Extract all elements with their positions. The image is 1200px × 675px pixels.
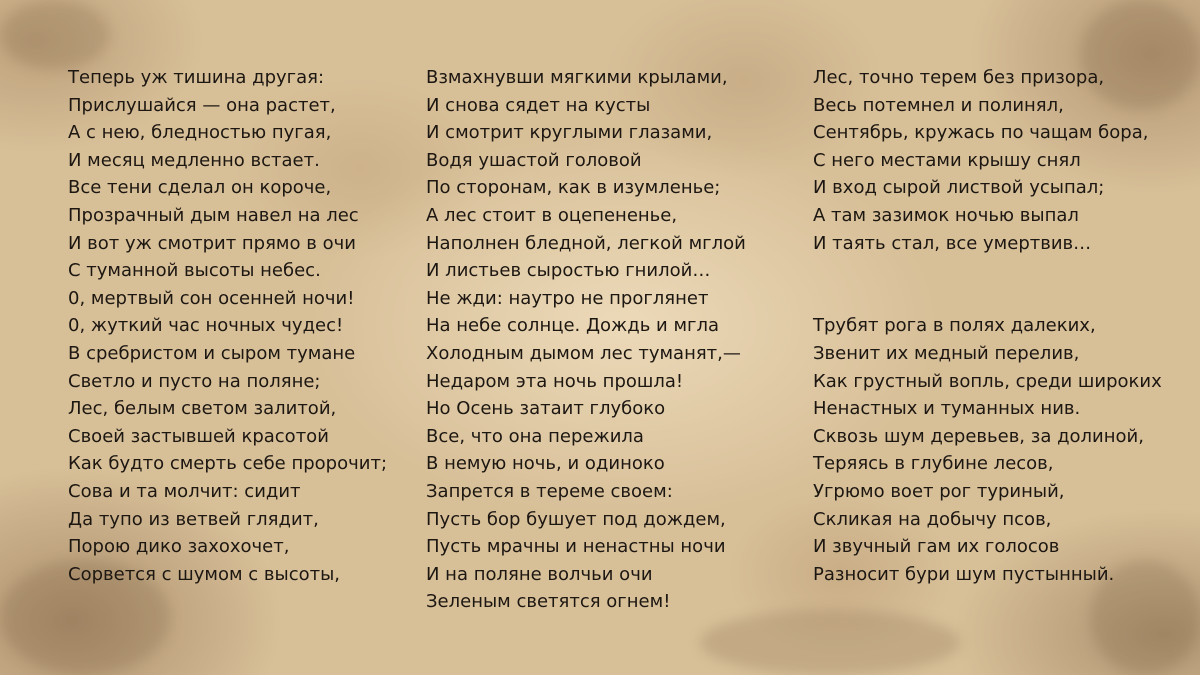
poem-line: Сова и та молчит: сидит (68, 480, 301, 502)
poem-stanza-2 (813, 312, 1162, 588)
poem-line: Все, что она пережила (426, 425, 644, 447)
poem-stanza-1 (813, 64, 1162, 257)
poem-line: По сторонам, как в изумленье; (426, 177, 721, 199)
poem-line: Разносит бури шум пустынный. (813, 563, 1115, 585)
stanza-gap (813, 257, 1162, 312)
poem-line: И таять стал, все умертвив… (813, 232, 1092, 254)
poem-line: Не жди: наутро не проглянет (426, 287, 709, 309)
poem-line: Да тупо из ветвей глядит, (68, 508, 319, 530)
poem-line: И снова сядет на кусты (426, 94, 651, 116)
poem-line: С него местами крышу снял (813, 149, 1081, 171)
poem-line: Запрется в тереме своем: (426, 480, 673, 502)
poem-line: И листьев сыростью гнилой… (426, 260, 711, 282)
poem-line: Пусть мрачны и ненастны ночи (426, 536, 726, 558)
poem-column-1 (68, 64, 387, 588)
poem-line: Сорвется с шумом с высоты, (68, 563, 341, 585)
poem-line: Трубят рога в полях далеких, (813, 315, 1096, 337)
poem-line: Но Осень затаит глубоко (426, 398, 666, 420)
poem-line: Наполнен бледной, легкой мглой (426, 232, 746, 254)
poem-line: Как грустный вопль, среди широких (813, 370, 1162, 392)
poem-line: Водя ушастой головой (426, 149, 642, 171)
poem-line: И вот уж смотрит прямо в очи (68, 232, 356, 254)
poem-line: Недаром эта ночь прошла! (426, 370, 684, 392)
poem-line: Все тени сделал он короче, (68, 177, 332, 199)
poem-line: А лес стоит в оцепененье, (426, 204, 678, 226)
poem-line: Скликая на добычу псов, (813, 508, 1052, 530)
poem-line: Зеленым светятся огнем! (426, 591, 671, 613)
poem-line: И вход сырой листвой усыпал; (813, 177, 1105, 199)
poem-line: Как будто смерть себе пророчит; (68, 453, 388, 475)
poem-line: В сребристом и сыром тумане (68, 342, 356, 364)
poem-line: И звучный гам их голосов (813, 536, 1060, 558)
poem-column-3 (813, 64, 1162, 588)
poem-line: Теперь уж тишина другая: (68, 67, 325, 88)
paper-stain (0, 0, 110, 70)
poem-line: Лес, белым светом залитой, (68, 398, 337, 420)
poem-line: А с нею, бледностью пугая, (68, 122, 332, 144)
poem-column-2 (426, 64, 746, 616)
poem-line: Сквозь шум деревьев, за долиной, (813, 425, 1144, 447)
poem-line: Звенит их медный перелив, (813, 342, 1080, 364)
poem-line: И смотрит круглыми глазами, (426, 122, 713, 144)
poem-line: В немую ночь, и одиноко (426, 453, 665, 475)
poem-line: Лес, точно терем без призора, (813, 67, 1105, 88)
poem-line: Сентябрь, кружась по чащам бора, (813, 122, 1149, 144)
poem-line: И на поляне волчьи очи (426, 563, 653, 585)
poem-line: С туманной высоты небес. (68, 260, 321, 282)
poem-line: Светло и пусто на поляне; (68, 370, 321, 392)
paper-stain (700, 610, 960, 675)
poem-line: Прозрачный дым навел на лес (68, 204, 359, 226)
poem-line: Порою дико захохочет, (68, 536, 290, 558)
poem-line: На небе солнце. Дождь и мгла (426, 315, 720, 337)
poem-line: И месяц медленно встает. (68, 149, 320, 171)
poem-line: Взмахнувши мягкими крылами, (426, 67, 728, 88)
poem-line: Угрюмо воет рог туриный, (813, 480, 1065, 502)
poem-line: Ненастных и туманных нив. (813, 398, 1081, 420)
poem-line: 0, жуткий час ночных чудес! (68, 315, 344, 337)
poem-line: Весь потемнел и полинял, (813, 94, 1064, 116)
poem-line: Холодным дымом лес туманят,— (426, 342, 741, 364)
poem-line: Теряясь в глубине лесов, (813, 453, 1054, 475)
poem-line: Своей застывшей красотой (68, 425, 329, 447)
poem-line: 0, мертвый сон осенней ночи! (68, 287, 355, 309)
poem-line: Прислушайся — она растет, (68, 94, 336, 116)
poem-line: А там зазимок ночью выпал (813, 204, 1079, 226)
poem-line: Пусть бор бушует под дождем, (426, 508, 726, 530)
